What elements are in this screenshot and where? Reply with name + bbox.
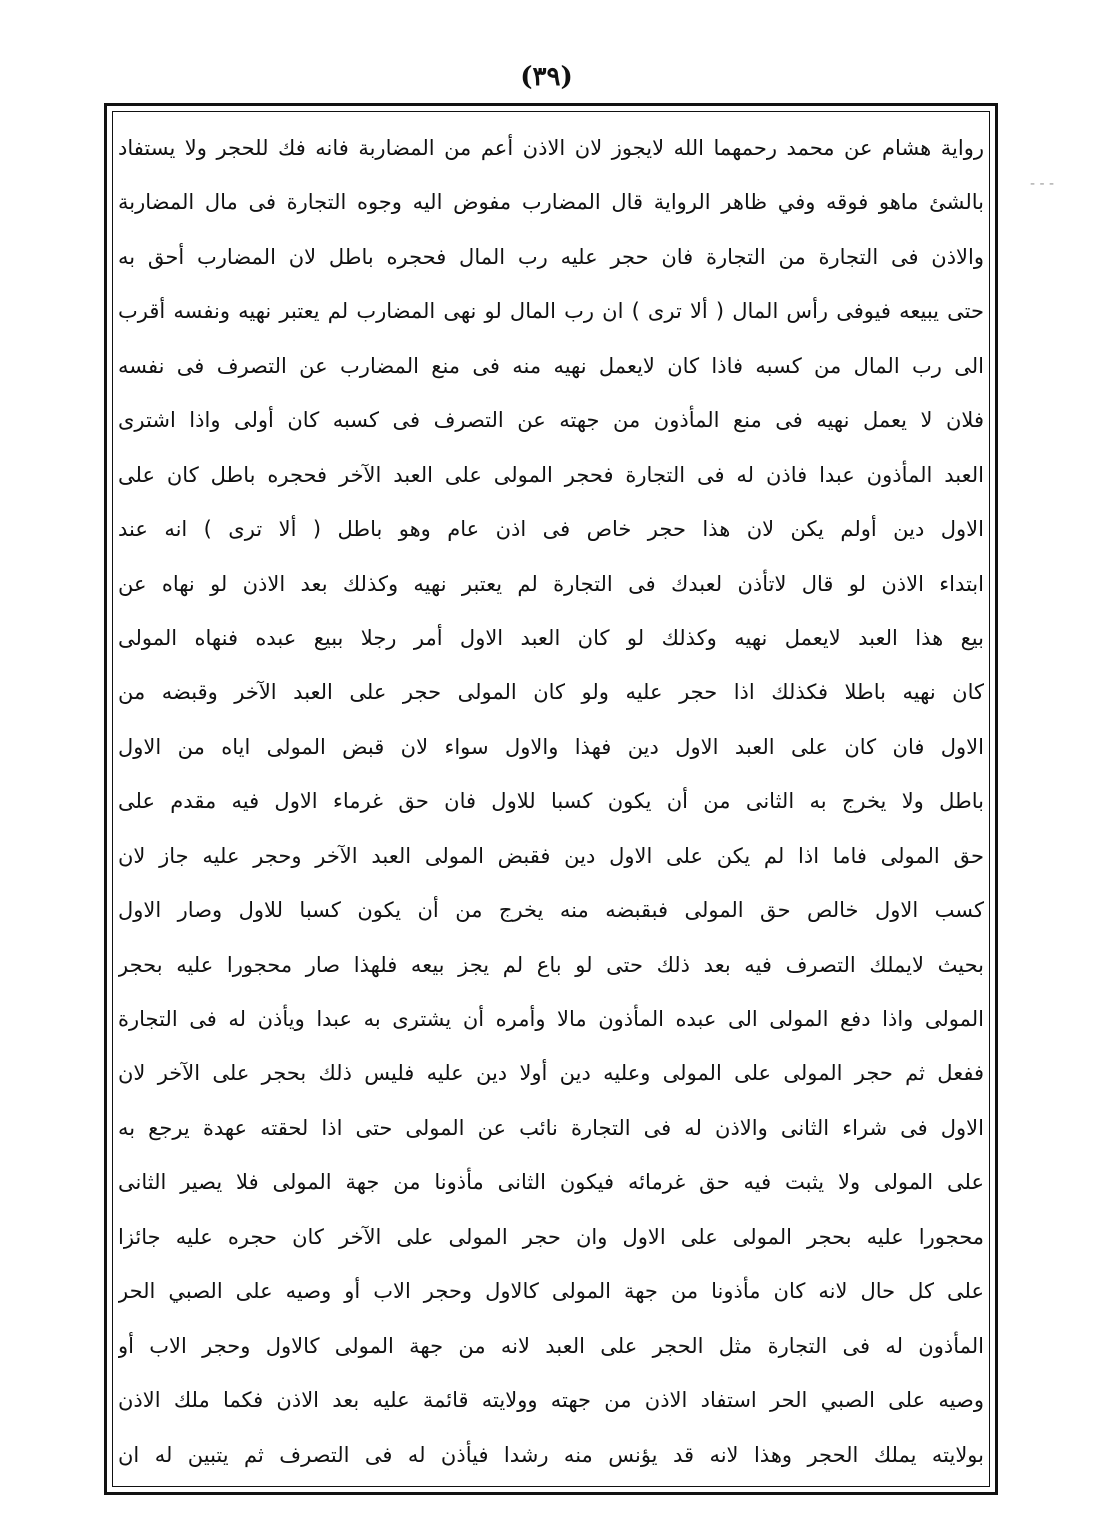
text-line-10: بيع هذا العبد لايعمل نهيه وكذلك لو كان العبد الاول أمر رجلا ببيع عبده فنهاه المولى <box>118 625 984 650</box>
text-line-4: حتى يبيعه فيوفى رأس المال ( ألا ترى ) ان رب المال لو نهى المضارب لم يعتبر نهيه ونفسه أقرب <box>118 299 984 324</box>
text-line-21: محجورا عليه بحجر المولى على الاول وان حجر المولى على الآخر كان حجره عليه جائزا <box>118 1224 984 1249</box>
text-line-19: الاول فى شراء الثانى والاذن له فى التجارة نائب عن المولى حتى اذا لحقته عهدة يرجع به <box>118 1115 984 1140</box>
text-line-13: باطل ولا يخرج به الثانى من أن يكون كسبا للاول فان حق غرماء الاول فيه مقدم على <box>118 789 984 814</box>
margin-mark: - - - <box>1030 176 1055 192</box>
text-line-17: المولى واذا دفع المولى الى عبده المأذون مالا وأمره أن يشترى به عبدا ويأذن له فى التجارة <box>118 1007 984 1031</box>
text-line-14: حق المولى فاما اذا لم يكن على الاول دين فقبض المولى العبد الآخر وحجر عليه جاز لان <box>118 843 984 868</box>
arabic-text-body <box>118 124 984 1480</box>
text-line-2: بالشئ ماهو فوقه وفي ظاهر الرواية قال المضارب مفوض اليه وجوه التجارة فى مال المضاربة <box>118 190 984 215</box>
text-line-20: على المولى ولا يثبت فيه حق غرمائه فيكون الثانى مأذونا من جهة المولى فلا يصير الثانى <box>118 1170 984 1195</box>
text-line-23: المأذون له فى التجارة مثل الحجر على العبد لانه من جهة المولى كالاول وحجر الاب أو <box>118 1333 984 1358</box>
text-line-11: كان نهيه باطلا فكذلك اذا حجر عليه ولو كان المولى حجر على العبد الآخر وقبضه من <box>118 680 984 705</box>
text-line-5: الى رب المال من كسبه فاذا كان لايعمل نهيه منه فى منع المضارب عن التصرف فى نفسه <box>118 353 984 378</box>
text-line-6: فلان لا يعمل نهيه فى منع المأذون من جهته عن التصرف فى كسبه كان أولى واذا اشترى <box>118 408 984 433</box>
text-line-12: الاول فان كان على العبد الاول دين فهذا والاول سواء لان قبض المولى اياه من الاول <box>118 734 984 759</box>
text-line-16: بحيث لايملك التصرف فيه بعد ذلك حتى لو باع لم يجز بيعه فلهذا صار محجورا عليه بحجر <box>118 952 984 977</box>
text-line-8: الاول دين أولم يكن لان هذا حجر خاص فى اذن عام وهو باطل ( ألا ترى ) انه عند <box>118 517 984 542</box>
text-line-15: كسب الاول خالص حق المولى فبقبضه منه يخرج من أن يكون كسبا للاول وصار الاول <box>118 898 984 923</box>
text-line-7: العبد المأذون عبدا فاذن له فى التجارة فحجر المولى على العبد الآخر فحجره باطل كان على <box>118 462 984 487</box>
text-line-18: ففعل ثم حجر المولى على المولى وعليه دين أولا دين عليه فليس ذلك بحجر على الآخر لان <box>118 1061 984 1086</box>
text-line-1: رواية هشام عن محمد رحمهما الله لايجوز لان الاذن أعم من المضاربة فانه فك للحجر ولا يستفاد <box>118 136 984 160</box>
page-number: (٣٩) <box>520 62 573 92</box>
text-line-25: بولايته يملك الحجر وهذا لانه قد يؤنس منه رشدا فيأذن له فى التصرف ثم يتبين له ان <box>118 1442 984 1467</box>
text-line-22: على كل حال لانه كان مأذونا من جهة المولى كالاول وحجر الاب أو وصيه على الصبي الحر <box>118 1279 984 1304</box>
text-line-9: ابتداء الاذن لو قال لاتأذن لعبدك فى التجارة لم يعتبر نهيه وكذلك بعد الاذن لو نهاه عن <box>118 571 984 596</box>
text-line-3: والاذن فى التجارة من التجارة فان حجر عليه رب المال فحجره باطل لان المضارب أحق به <box>118 244 984 269</box>
text-line-24: وصيه على الصبي الحر استفاد الاذن من جهته وولايته قائمة عليه بعد الاذن فكما ملك الاذن <box>118 1388 984 1413</box>
